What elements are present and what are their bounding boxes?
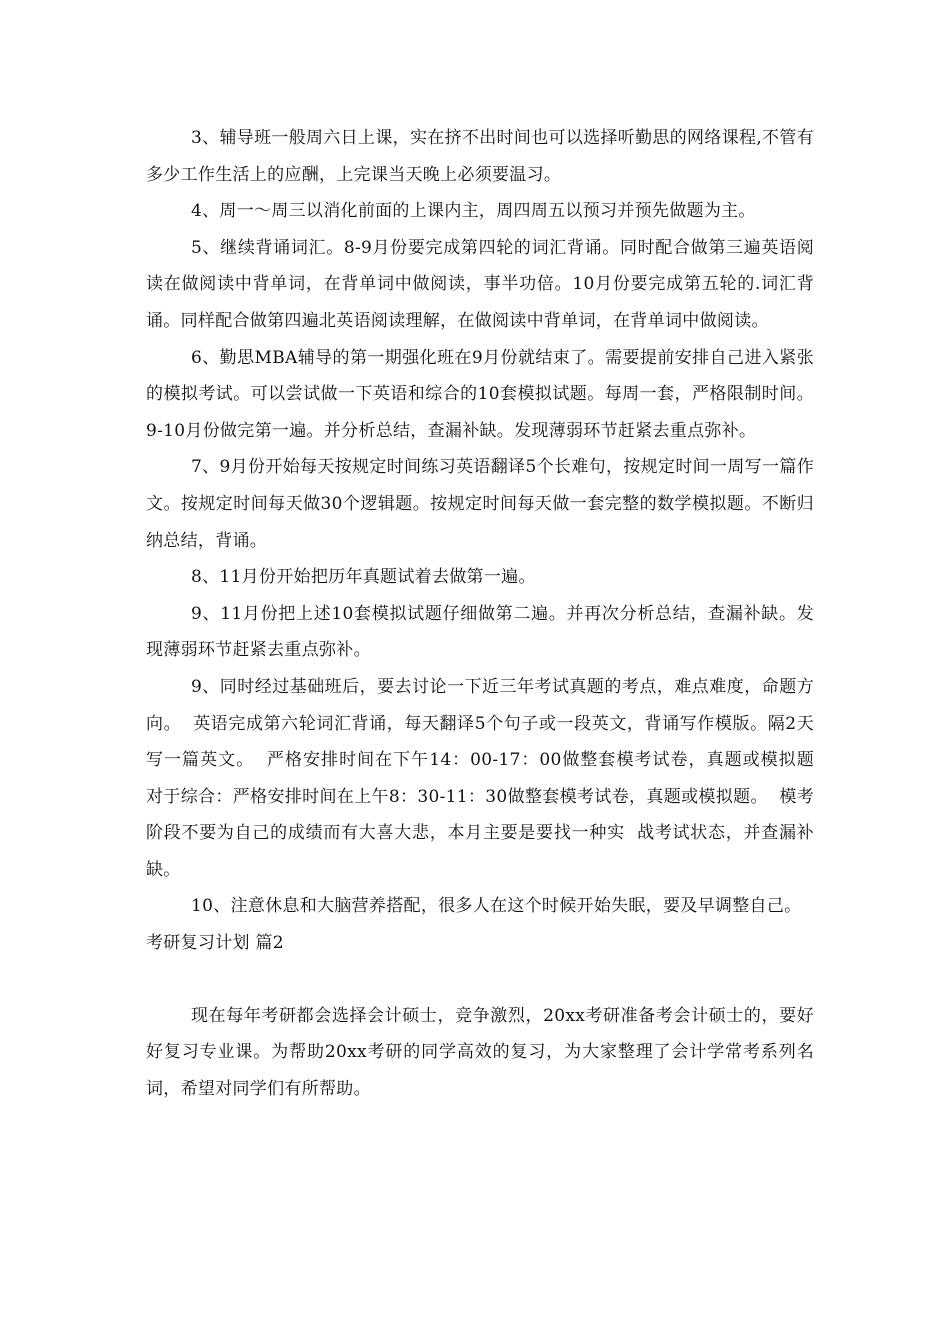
- paragraph-item-3: 3、辅导班一般周六日上课，实在挤不出时间也可以选择听勤思的网络课程,不管有多少工作生活上的应酬，上完课当天晚上必须要温习。: [146, 128, 814, 185]
- paragraph-item-9a: 9、11月份把上述10套模拟试题仔细做第二遍。并再次分析总结，查漏补缺。发现薄弱环节赶紧去重点弥补。: [146, 603, 814, 661]
- paragraph-item-6: 6、勤思MBA辅导的第一期强化班在9月份就结束了。需要提前安排自己进入紧张的模拟考试。可以尝试做一下英语和综合的10套模拟试题。每周一套，严格限制时间。9-10月份做完第一遍。并分析总结，查漏补缺。发现薄弱环节赶紧去重点弥补。: [146, 347, 814, 441]
- paragraph-item-7: 7、9月份开始每天按规定时间练习英语翻译5个长难句，按规定时间一周写一篇作文。按规定时间每天做30个逻辑题。按规定时间每天做一套完整的数学模拟题。不断归纳总结，背诵。: [146, 457, 814, 551]
- section-title: 考研复习计划 篇2: [146, 933, 284, 954]
- paragraph-item-10: 10、注意休息和大脑营养搭配，很多人在这个时候开始失眠，要及早调整自己。: [191, 896, 802, 917]
- paragraph-item-9b: 9、同时经过基础班后，要去讨论一下近三年考试真题的考点，难点难度，命题方向。 英语完成第六轮词汇背诵，每天翻译5个句子或一段英文，背诵写作模版。隔2天写一篇英文。 严格安排时间在下午14：00-17：00做整套模考试卷，真题或模拟题 对于综合：严格安排时间在上午8：30-11：30做整套模考试卷，真题或模拟题。 模考阶段不要为自己的成绩而有大喜大悲，本月主要是要找一种实 战考试状态，并查漏补缺。: [146, 676, 826, 880]
- paragraph-item-4: 4、周一～周三以消化前面的上课内主，周四周五以预习并预先做题为主。: [191, 201, 756, 222]
- document-body: [146, 120, 826, 1107]
- intro-paragraph: 现在每年考研都会选择会计硕士，竞争激烈，20xx考研准备考会计硕士的，要好好复习专业课。为帮助20xx考研的同学高效的复习，为大家整理了会计学常考系列名词，希望对同学们有所帮助。: [146, 1005, 814, 1099]
- paragraph-item-8: 8、11月份开始把历年真题试着去做第一遍。: [191, 567, 536, 588]
- paragraph-item-5: 5、继续背诵词汇。8-9月份要完成第四轮的词汇背诵。同时配合做第三遍英语阅读在做阅读中背单词，在背单词中做阅读，事半功倍。10月份要完成第五轮的.词汇背诵。同样配合做第四遍北英语阅读理解，在做阅读中背单词，在背单词中做阅读。: [146, 237, 814, 331]
- section-spacer: [146, 962, 814, 998]
